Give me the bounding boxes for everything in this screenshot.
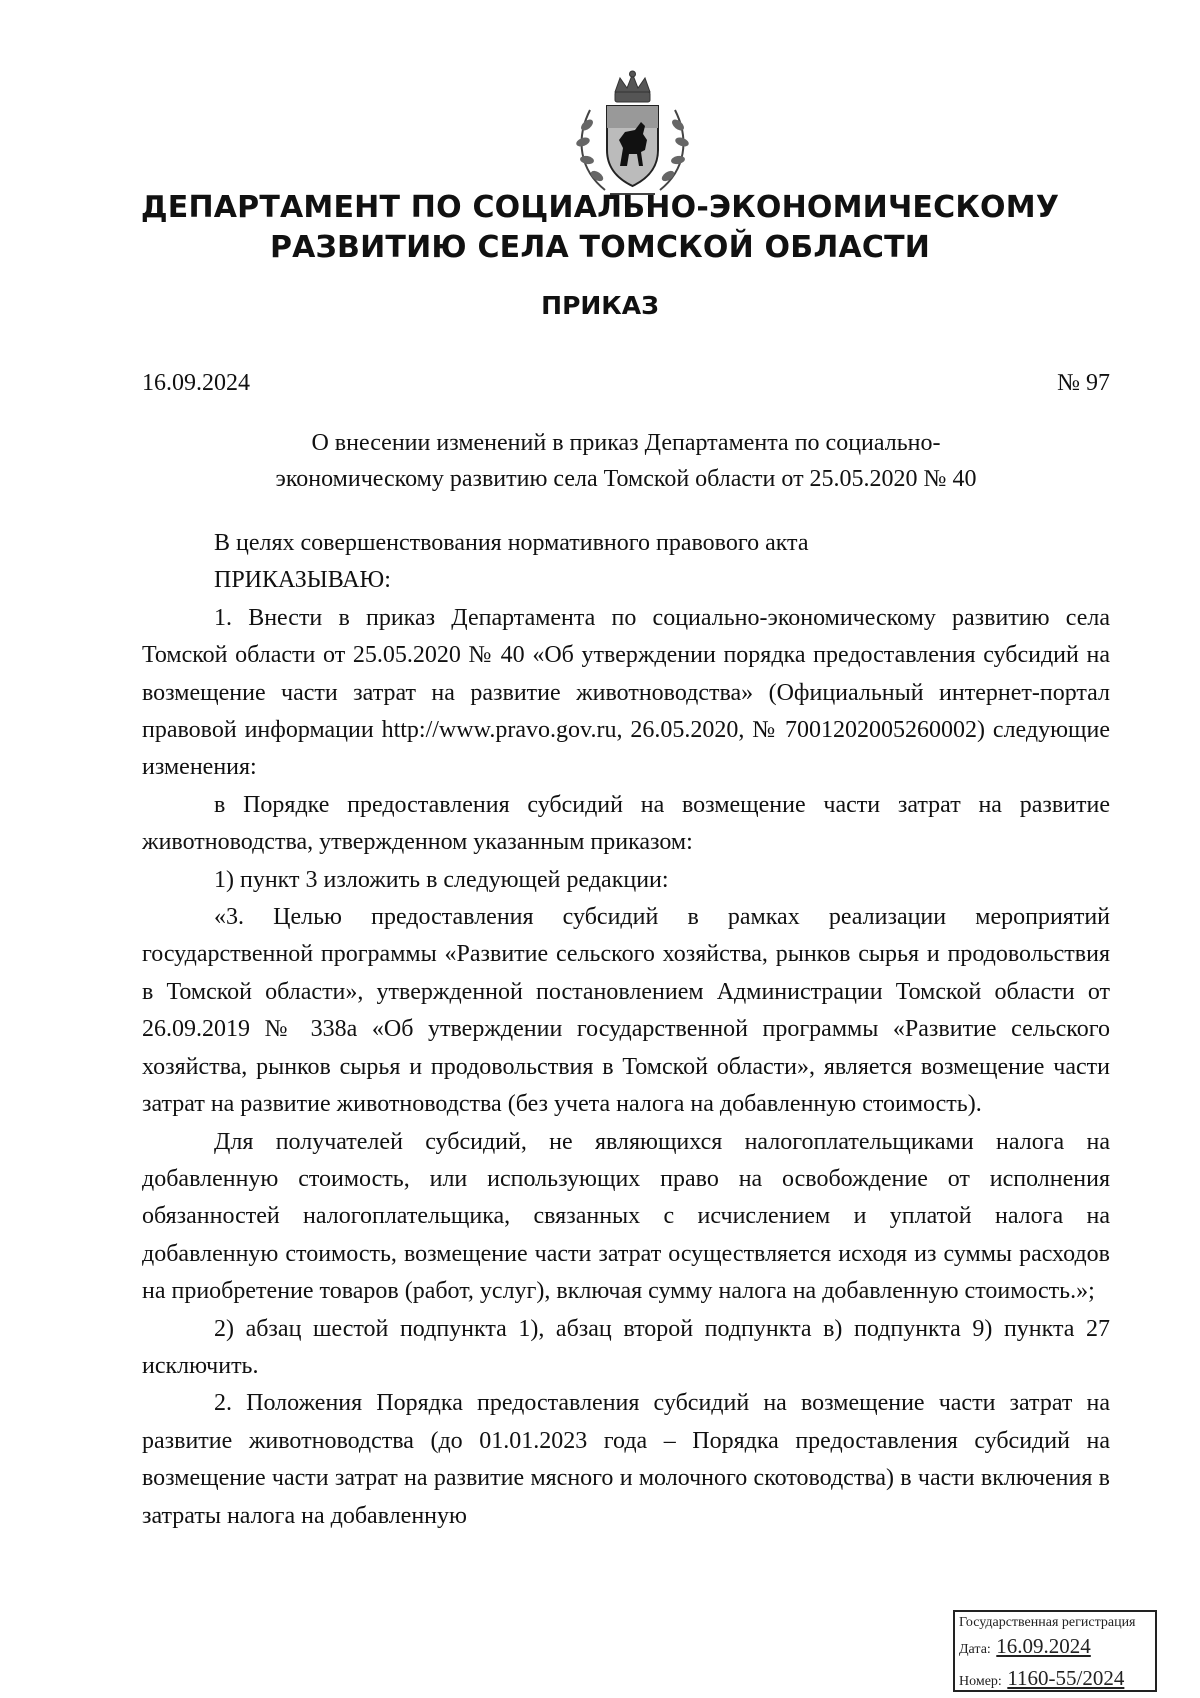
order-body (142, 525, 1110, 1535)
department-title (100, 188, 1100, 268)
department-title-line-1: ДЕПАРТАМЕНТ ПО СОЦИАЛЬНО-ЭКОНОМИЧЕСКОМУ (140, 190, 1060, 225)
registration-number-value: 1160-55/2024 (1007, 1666, 1125, 1690)
registration-stamp (953, 1610, 1157, 1692)
paragraph-item-1: 1. Внести в приказ Департамента по социально-экономическому развитию села Томской области от 25.05.2020 № 40 «Об утверждении порядка предоставления субсидий на возмещение части затрат на развитие животноводства» (Официальный интернет-портал правовой информации http://www.pravo.gov.ru, 26.05.2020, № 7001202005260002) следующие изменения: (142, 604, 1110, 781)
registration-title: Государственная регистрация (959, 1615, 1136, 1630)
paragraph-vat-recipients: Для получателей субсидий, не являющихся налогоплательщиками налога на добавленную стоимость, или использующих право на освобождение от исполнения обязанностей налогоплательщика, связанных с исчислением и уплатой налога на добавленную стоимость, возмещение части затрат осуществляется исходя из суммы расходов на приобретение товаров (работ, услуг), включая сумму налога на добавленную стоимость.»; (142, 1128, 1110, 1305)
paragraph-item-2: 2. Положения Порядка предоставления субсидий на возмещение части затрат на развитие животноводства (до 01.01.2023 года – Порядка предоставления субсидий на возмещение части затрат на развитие мясного и молочного скотоводства) в части включения в затраты налога на добавленную (142, 1390, 1110, 1529)
department-title-line-2: РАЗВИТИЮ СЕЛА ТОМСКОЙ ОБЛАСТИ (269, 230, 931, 265)
order-subject (142, 425, 1110, 497)
paragraph-subitem-1: 1) пункт 3 изложить в следующей редакции: (214, 866, 669, 893)
tomsk-oblast-coat-of-arms-icon (565, 70, 700, 200)
order-subject-line-2: экономическому развитию села Томской области от 25.05.2020 № 40 (275, 466, 977, 492)
registration-date-row (959, 1632, 1151, 1664)
order-subject-line-1: О внесении изменений в приказ Департамента по социально- (311, 430, 941, 456)
document-type: ПРИКАЗ (541, 291, 659, 320)
order-number: № 97 (1057, 370, 1110, 396)
registration-number-label: Номер: (959, 1674, 1002, 1689)
paragraph-new-point-3: «3. Целью предоставления субсидий в рамках реализации мероприятий государственной программы «Развитие сельского хозяйства, рынков сырья и продовольствия в Томской области», утвержденной постановлением Администрации Томской области от 26.09.2019 № 338а «Об утверждении государственной программы «Развитие сельского хозяйства, рынков сырья и продовольствия в Томской области», является возмещение части затрат на развитие животноводства (без учета налога на добавленную стоимость). (142, 904, 1110, 1118)
registration-date-label: Дата: (959, 1642, 991, 1657)
paragraph-order-word: ПРИКАЗЫВАЮ: (214, 567, 391, 594)
paragraph-purpose: В целях совершенствования нормативного правового акта (214, 530, 809, 556)
registration-date-value: 16.09.2024 (996, 1634, 1091, 1658)
registration-number-row (959, 1664, 1151, 1696)
paragraph-procedure-intro: в Порядке предоставления субсидий на возмещение части затрат на развитие животноводства, утвержденном указанным приказом: (142, 791, 1110, 856)
order-date: 16.09.2024 (142, 370, 250, 396)
paragraph-subitem-2: 2) абзац шестой подпункта 1), абзац второй подпункта в) подпункта 9) пункта 27 исключить. (142, 1315, 1110, 1379)
